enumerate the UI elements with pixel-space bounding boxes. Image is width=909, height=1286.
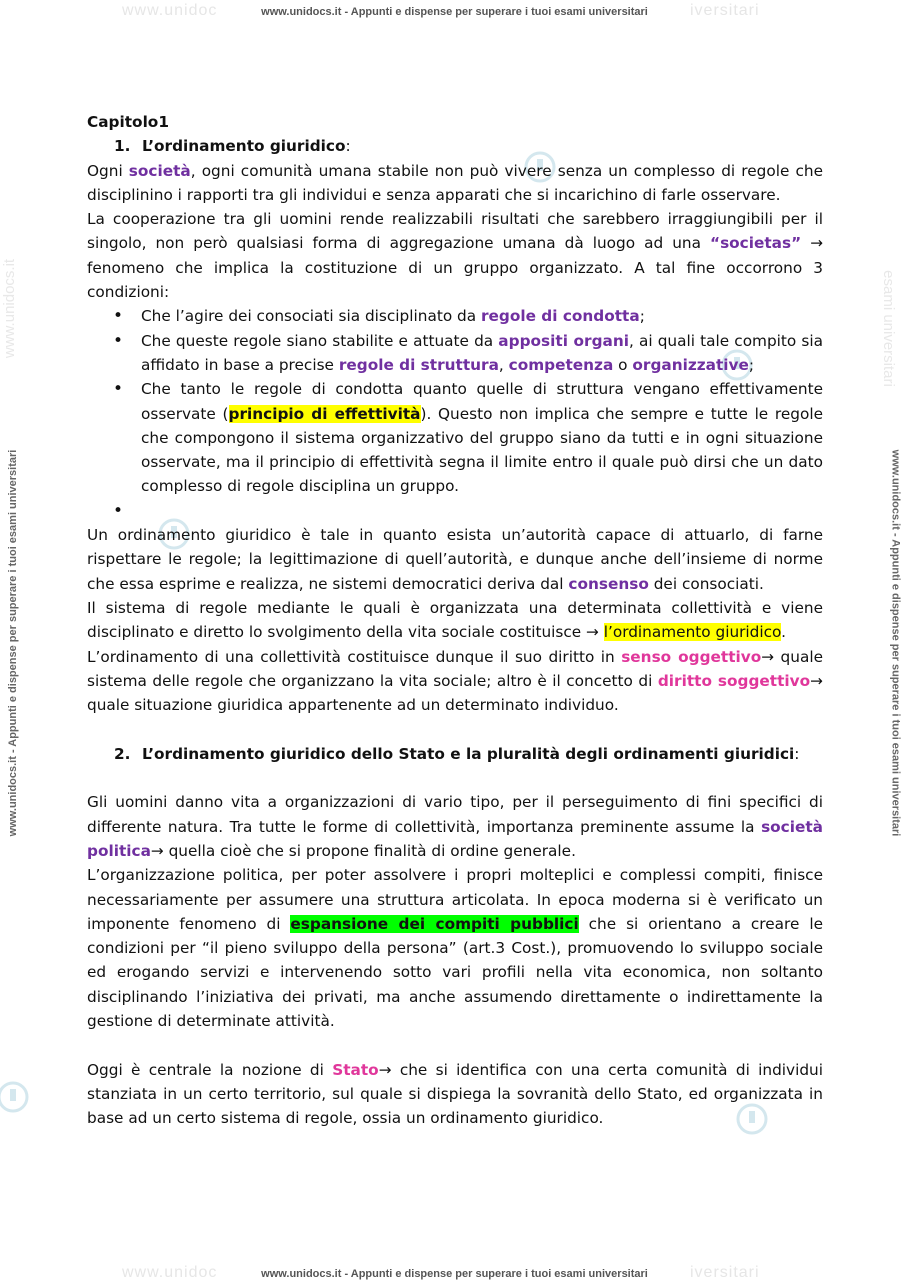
list-item-empty [141,499,823,523]
keyword: senso oggettivo [621,647,762,666]
keyword: regole di struttura [338,355,499,374]
section-number-2: 2. [114,744,131,763]
paragraph: L’organizzazione politica, per poter assolvere i propri molteplici e complessi compiti, finisce necessariamente per assumere una struttura articolata. In epoca moderna si è verificato un imponente fenomeno di espansione dei compiti pubblici che si orientano a creare le condizioni per “il pieno sviluppo della persona” (art.3 Cost.), promuovendo lo sviluppo sociale ed erogando servizi e intervenendo sotto vari profili nella vita economica, non soltanto disciplinando l’iniziativa dei privati, ma anche assumendo direttamente o indirettamente la gestione di determinate attività. [87,866,823,1030]
left-side-ghost: www.unidocs.it [1,258,19,359]
list-item: • Che queste regole siano stabilite e attuate da appositi organi, ai quali tale compito sia affidato in base a precise regole di struttura, competenza o organizzative; [141,329,823,378]
top-ghost-right: iversitari [690,2,760,19]
keyword: competenza [508,355,614,374]
section-title-1: L’ordinamento giuridico [142,137,346,156]
spacer [87,717,823,741]
keyword: società politica [87,817,823,860]
keyword: regole di condotta [480,307,640,326]
section-colon-2: : [794,744,800,763]
highlighted-keyword: espansione dei compiti pubblici [290,914,579,933]
bottom-watermark-banner [0,1264,909,1281]
unidocs-logo-icon [0,1080,30,1114]
paragraph: La cooperazione tra gli uomini rende realizzabili risultati che sarebbero irraggiungibili per il singolo, non però qualsiasi forma di aggregazione umana dà luogo ad una “societas” → fenomeno che implica la costituzione di un gruppo organizzato. A tal fine occorrono 3 condizioni: [87,210,824,302]
keyword: società [128,161,191,180]
spacer [87,766,823,790]
paragraph: Il sistema di regole mediante le quali è organizzata una determinata collettività e viene disciplinato e diretto lo svolgimento della vita sociale costituisce → l’ordinamento giuridico. [87,598,823,642]
top-ghost-left: www.unidoc [122,2,218,19]
paragraph: Gli uomini danno vita a organizzazioni di vario tipo, per il perseguimento di fini specifici di differente natura. Tra tutte le forme di collettività, importanza preminente assume la società politica→ quella cioè che si propone finalità di ordine generale. [87,793,823,860]
keyword: diritto soggettivo [657,671,811,690]
list-item: • Che tanto le regole di condotta quanto quelle di struttura vengano effettivamente osservate (principio di effettività). Questo non implica che sempre e tutte le regole che compongono il sistema organizzativo del gruppo siano da tutti e in ogni situazione osservate, ma il principio di effettività segna il limite entro il quale può dirsi che un dato complesso di regole disciplina un gruppo. [141,377,823,498]
chapter-title: Capitolo1 [87,113,169,131]
section-heading-1 [87,134,823,158]
section-heading-2 [87,742,823,766]
paragraph: Ogni società, ogni comunità umana stabile non può vivere senza un complesso di regole che disciplinino i rapporti tra gli individui e senza apparati che si incarichino di farle osservare. [87,161,823,204]
bottom-banner-text: www.unidocs.it - Appunti e dispense per superare i tuoi esami universitari [261,1268,648,1280]
conditions-list [87,304,823,523]
keyword: Stato [332,1060,379,1079]
paragraph: Oggi è centrale la nozione di Stato→ che si identifica con una certa comunità di individui stanziata in un certo territorio, sul quale si dispiega la sovranità dello Stato, ed organizzata in base ad un certo sistema di regole, ossia un ordinamento giuridico. [87,1060,823,1128]
keyword: consenso [568,574,649,593]
paragraph: Un ordinamento giuridico è tale in quanto esista un’autorità capace di attuarlo, di farne rispettare le regole; la legittimazione di quell’autorità, e dunque anche dell’insieme di norme che essa esprime e realizza, ne sistemi democratici deriva dal consenso dei consociati. [87,526,823,593]
list-item: • Che l’agire dei consociati sia disciplinato da regole di condotta; [141,304,823,328]
right-side-ghost: esami universitari [879,270,897,387]
left-side-watermark: www.unidocs.it - Appunti e dispense per superare i tuoi esami universitari [7,449,19,837]
top-banner-text: www.unidocs.it - Appunti e dispense per superare i tuoi esami universitari [261,6,648,18]
bottom-ghost-right: iversitari [690,1264,760,1281]
document-body [87,110,823,1130]
highlighted-keyword: l’ordinamento giuridico [603,623,782,642]
keyword: appositi organi [498,331,629,350]
section-title-2: L’ordinamento giuridico dello Stato e la pluralità degli ordinamenti giuridici [142,744,795,763]
section-number-1: 1. [114,137,131,156]
paragraph: L’ordinamento di una collettività costituisce dunque il suo diritto in senso oggettivo→ quale sistema delle regole che organizzano la vita sociale; altro è il concetto di diritto soggettivo→ quale situazione giuridica appartenente ad un determinato individuo. [87,647,823,715]
bottom-ghost-left: www.unidoc [122,1264,218,1281]
highlighted-keyword: principio di effettività [228,404,421,423]
keyword: organizzative [632,355,749,374]
keyword: “societas” [710,234,802,253]
top-watermark-banner [0,2,909,19]
spacer [87,1033,823,1057]
section-colon-1: : [345,137,351,156]
right-side-watermark: www.unidocs.it - Appunti e dispense per superare i tuoi esami universitari [890,449,902,837]
